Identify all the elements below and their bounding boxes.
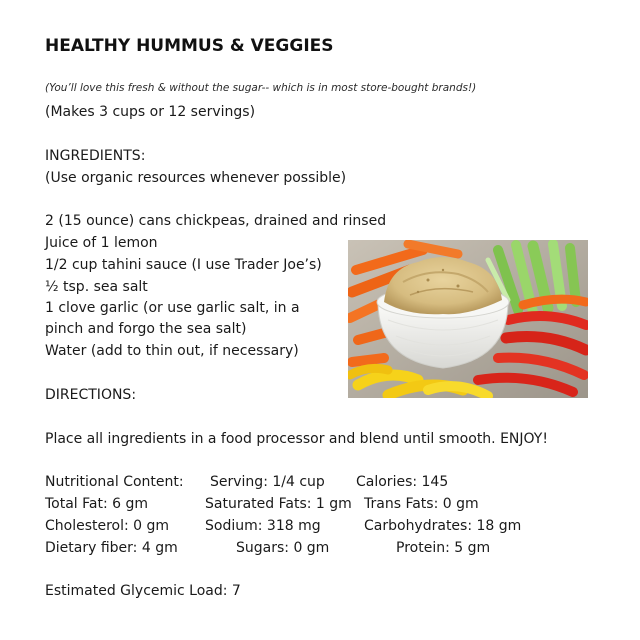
ingredient-item: Water (add to thin out, if necessary)	[45, 343, 299, 359]
ingredient-item: Juice of 1 lemon	[45, 235, 158, 251]
ingredient-item: ½ tsp. sea salt	[45, 279, 148, 295]
nutrition-total-fat: Total Fat: 6 gm	[45, 496, 149, 512]
glycemic-load: Estimated Glycemic Load: 7	[45, 583, 241, 599]
ingredient-item: 1 clove garlic (or use garlic salt, in a	[45, 300, 300, 316]
ingredients-note: (Use organic resources whenever possible)	[45, 170, 347, 186]
nutrition-saturated-fats: Saturated Fats: 1 gm	[205, 496, 352, 512]
ingredient-item: 2 (15 ounce) cans chickpeas, drained and rinsed	[45, 213, 387, 229]
recipe-title: HEALTHY HUMMUS & VEGGIES	[45, 36, 334, 56]
directions-heading: DIRECTIONS:	[45, 387, 137, 403]
nutrition-carbohydrates: Carbohydrates: 18 gm	[364, 518, 522, 534]
ingredients-heading: INGREDIENTS:	[45, 148, 146, 164]
ingredient-item: 1/2 cup tahini sauce (I use Trader Joe’s)	[45, 257, 322, 273]
nutrition-serving: Serving: 1/4 cup	[210, 474, 325, 490]
ingredient-item: pinch and forgo the sea salt)	[45, 321, 247, 337]
nutrition-label: Nutritional Content:	[45, 474, 184, 490]
recipe-tagline: (You’ll love this fresh & without the sugar-- which is in most store-bought brands!)	[45, 82, 477, 94]
nutrition-dietary-fiber: Dietary fiber: 4 gm	[45, 540, 178, 556]
nutrition-calories: Calories: 145	[356, 474, 449, 490]
recipe-yield: (Makes 3 cups or 12 servings)	[45, 104, 256, 120]
nutrition-cholesterol: Cholesterol: 0 gm	[45, 518, 170, 534]
nutrition-sugars: Sugars: 0 gm	[236, 540, 330, 556]
nutrition-sodium: Sodium: 318 mg	[205, 518, 321, 534]
directions-text: Place all ingredients in a food processor and blend until smooth. ENJOY!	[45, 431, 548, 447]
nutrition-protein: Protein: 5 gm	[396, 540, 491, 556]
nutrition-trans-fats: Trans Fats: 0 gm	[364, 496, 479, 512]
hummus-veggies-photo	[348, 240, 588, 398]
